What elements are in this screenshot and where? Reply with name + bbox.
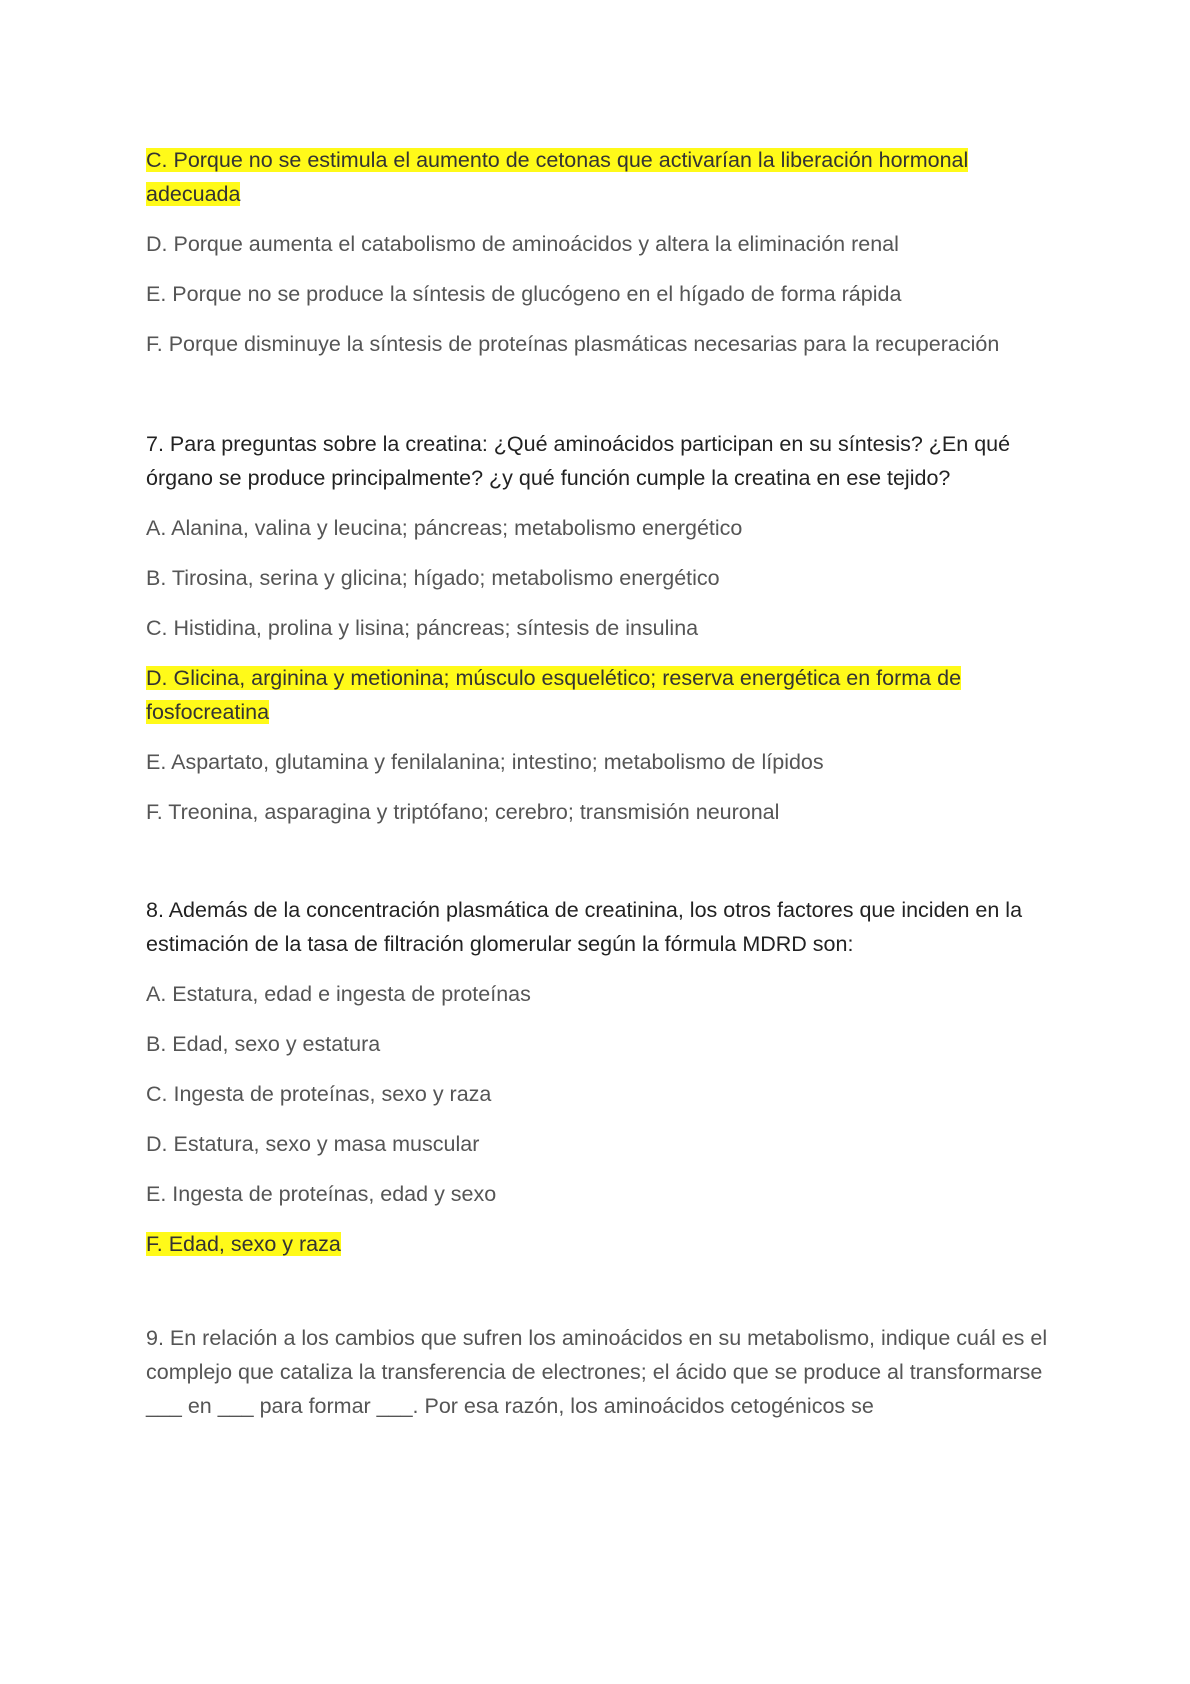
spacer (146, 845, 1056, 893)
spacer (146, 1277, 1056, 1321)
option-8e: E. Ingesta de proteínas, edad y sexo (146, 1182, 497, 1206)
option-8d: D. Estatura, sexo y masa muscular (146, 1132, 480, 1156)
highlighted-answer: D. Glicina, arginina y metionina; músculo esquelético; reserva energética en forma de fosfocreatina (146, 666, 962, 724)
option-7d (146, 661, 1056, 729)
option-7e: E. Aspartato, glutamina y fenilalanina; intestino; metabolismo de lípidos (146, 750, 824, 774)
option-6c (146, 143, 1056, 211)
option-8a: A. Estatura, edad e ingesta de proteínas (146, 982, 531, 1006)
option-7c: C. Histidina, prolina y lisina; páncreas; síntesis de insulina (146, 616, 699, 640)
question-8: 8. Además de la concentración plasmática de creatinina, los otros factores que inciden en la estimación de la tasa de filtración glomerular según la fórmula MDRD son: (146, 898, 1023, 956)
option-8b: B. Edad, sexo y estatura (146, 1032, 381, 1056)
option-6d: D. Porque aumenta el catabolismo de aminoácidos y altera la eliminación renal (146, 232, 899, 256)
question-9: 9. En relación a los cambios que sufren los aminoácidos en su metabolismo, indique cuál es el complejo que cataliza la transferencia de electrones; el ácido que se produce al transformarse ___ en ___ para formar ___. Por esa razón, los aminoácidos cetogénicos se (146, 1326, 1048, 1418)
highlighted-answer: C. Porque no se estimula el aumento de cetonas que activarían la liberación hormonal adecuada (146, 148, 969, 206)
option-7a: A. Alanina, valina y leucina; páncreas; metabolismo energético (146, 516, 743, 540)
question-7: 7. Para preguntas sobre la creatina: ¿Qué aminoácidos participan en su síntesis? ¿En qué órgano se produce principalmente? ¿y qué función cumple la creatina en ese tejido? (146, 432, 1011, 490)
highlighted-answer: F. Edad, sexo y raza (146, 1232, 341, 1256)
option-7b: B. Tirosina, serina y glicina; hígado; metabolismo energético (146, 566, 720, 590)
option-7f: F. Treonina, asparagina y triptófano; cerebro; transmisión neuronal (146, 800, 780, 824)
spacer (146, 377, 1056, 427)
option-6f: F. Porque disminuye la síntesis de proteínas plasmáticas necesarias para la recuperación (146, 332, 1000, 356)
document-body (146, 143, 1056, 1439)
option-8f (146, 1227, 1056, 1261)
option-6e: E. Porque no se produce la síntesis de glucógeno en el hígado de forma rápida (146, 282, 902, 306)
option-8c: C. Ingesta de proteínas, sexo y raza (146, 1082, 492, 1106)
